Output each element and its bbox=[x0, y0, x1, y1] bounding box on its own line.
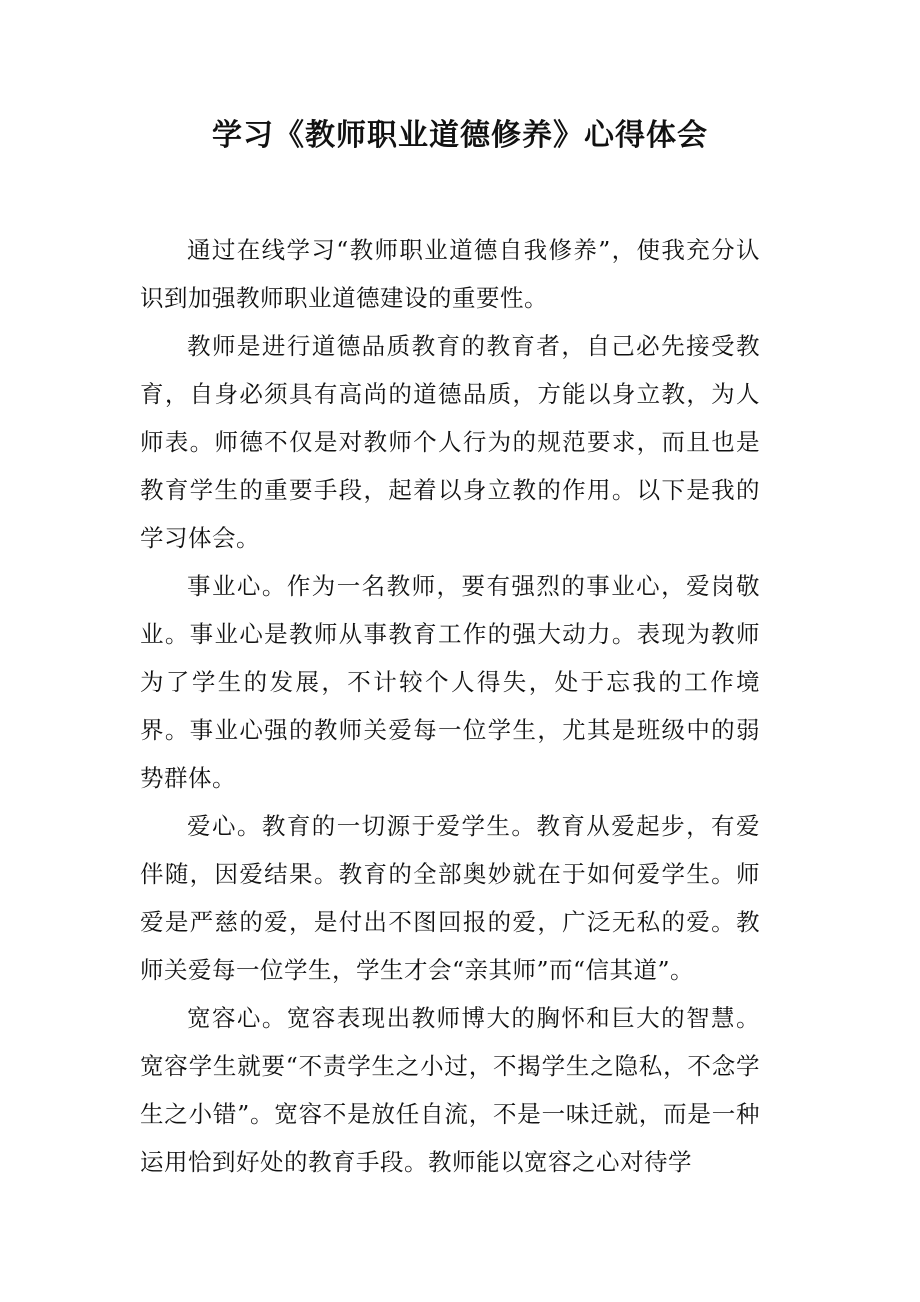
paragraph-dedication: 事业心。作为一名教师，要有强烈的事业心，爱岗敬业。事业心是教师从事教育工作的强大动力。表现为教师为了学生的发展，不计较个人得失，处于忘我的工作境界。事业心强的教师关爱每一位学生，尤其是班级中的弱势群体。 bbox=[140, 572, 760, 792]
document-body bbox=[140, 226, 760, 1186]
paragraph-tolerance: 宽容心。宽容表现出教师博大的胸怀和巨大的智慧。宽容学生就要“不责学生之小过，不揭学生之隐私，不念学生之小错”。宽容不是放任自流，不是一味迁就，而是一种运用恰到好处的教育手段。教师能以宽容之心对待学 bbox=[140, 1004, 760, 1176]
paragraph-teacher-role: 教师是进行道德品质教育的教育者，自己必先接受教育，自身必须具有高尚的道德品质，方能以身立教，为人师表。师德不仅是对教师个人行为的规范要求，而且也是教育学生的重要手段，起着以身立教的作用。以下是我的学习体会。 bbox=[140, 332, 760, 552]
document-title: 学习《教师职业道德修养》心得体会 bbox=[212, 118, 708, 153]
paragraph-intro: 通过在线学习“教师职业道德自我修养”，使我充分认识到加强教师职业道德建设的重要性。 bbox=[140, 236, 760, 312]
paragraph-love: 爱心。教育的一切源于爱学生。教育从爱起步，有爱伴随，因爱结果。教育的全部奥妙就在于如何爱学生。师爱是严慈的爱，是付出不图回报的爱，广泛无私的爱。教师关爱每一位学生，学生才会“亲其师”而“信其道”。 bbox=[140, 812, 760, 984]
